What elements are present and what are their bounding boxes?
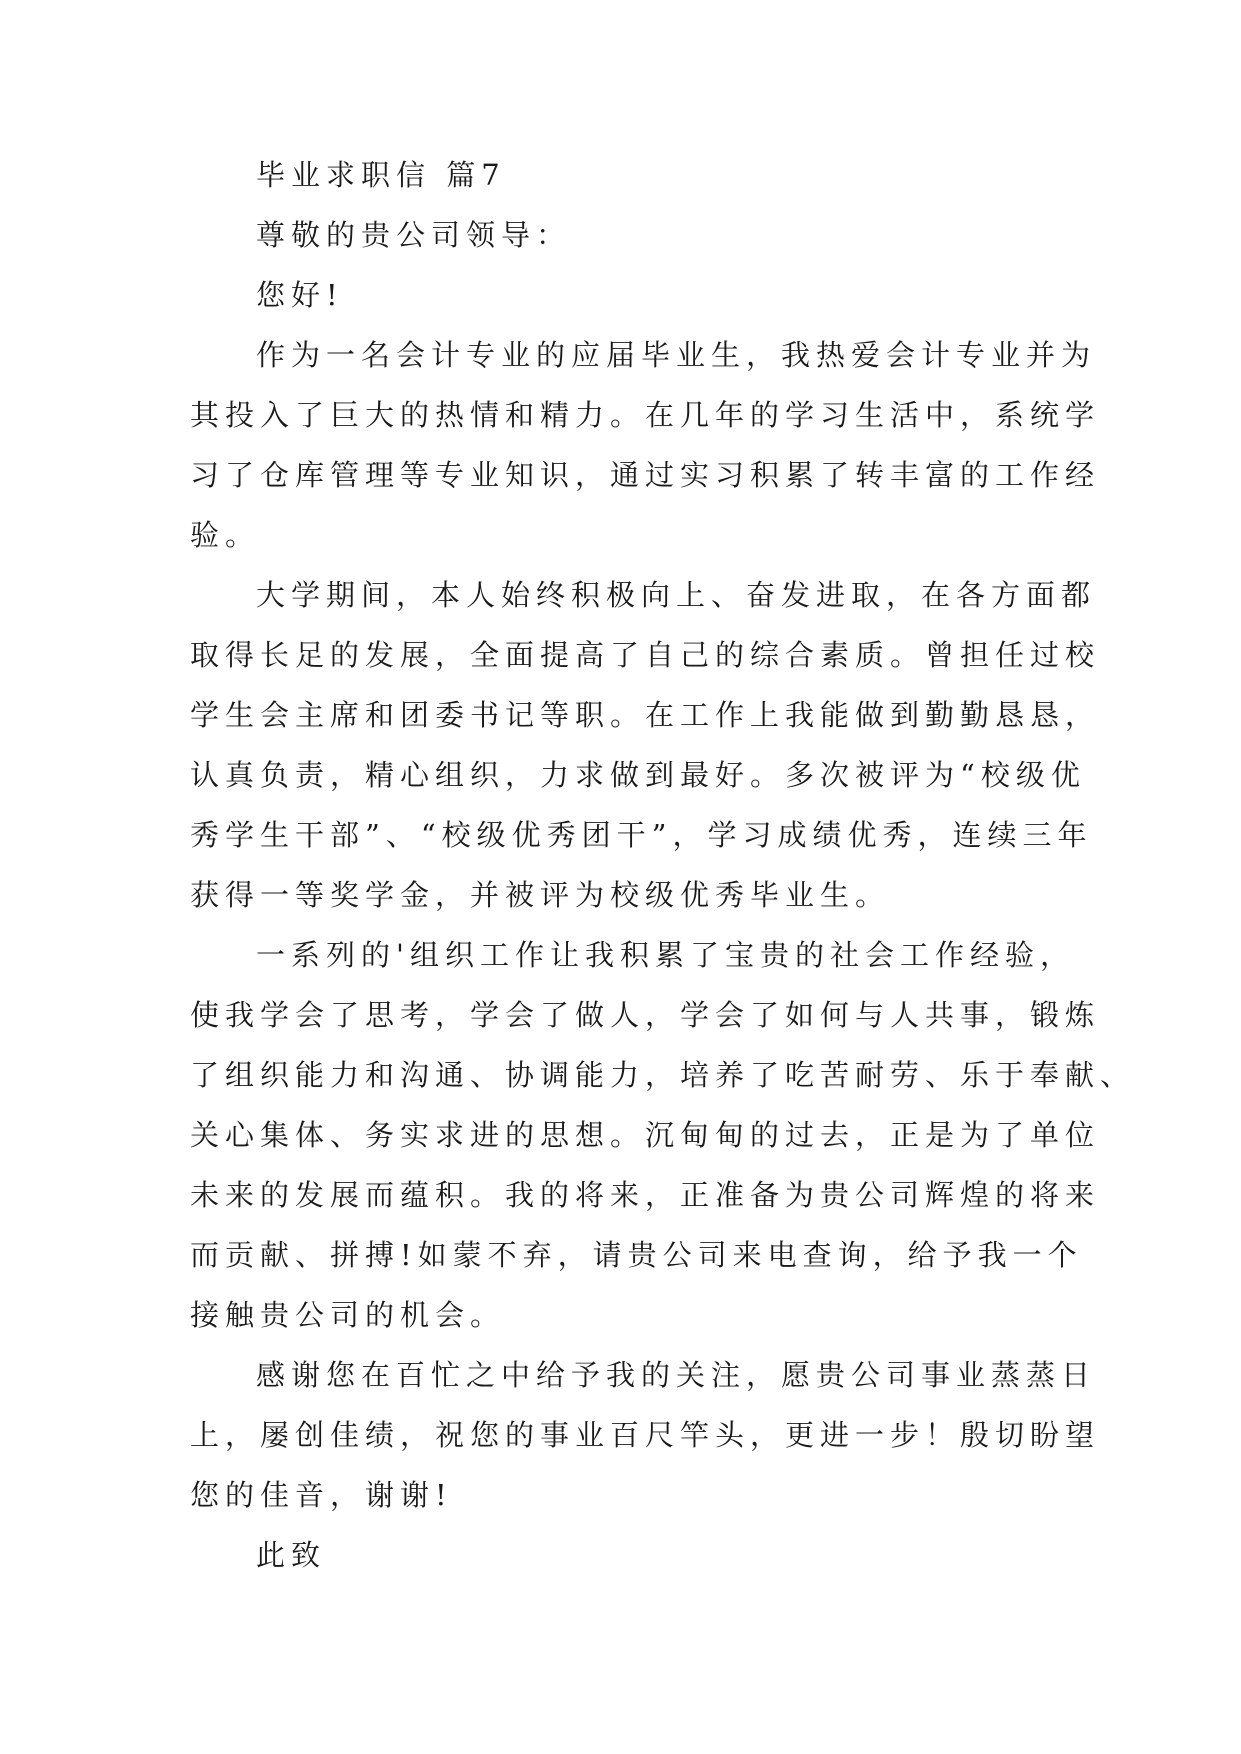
- paragraph-line: 习了仓库管理等专业知识，通过实习积累了转丰富的工作经: [190, 458, 1101, 492]
- paragraph-line: 您的佳音，谢谢!: [190, 1478, 453, 1512]
- paragraph-line: 一系列的'组织工作让我积累了宝贵的社会工作经验，: [256, 938, 1075, 972]
- letter-salutation: 尊敬的贵公司领导：: [256, 218, 572, 252]
- paragraph-line: 接触贵公司的机会。: [190, 1298, 506, 1332]
- paragraph-line: 秀学生干部”、“校级优秀团干”，学习成绩优秀，连续三年: [190, 818, 1093, 852]
- paragraph-2: [190, 577, 1101, 914]
- paragraph-3: [190, 937, 1136, 1334]
- paragraph-line: 使我学会了思考，学会了做人，学会了如何与人共事，锻炼: [190, 998, 1101, 1032]
- paragraph-line: 大学期间，本人始终积极向上、奋发进取，在各方面都: [256, 578, 1097, 612]
- paragraph-line: 学生会主席和团委书记等职。在工作上我能做到勤勤恳恳，: [190, 698, 1101, 732]
- letter-closing: 此致: [256, 1538, 327, 1572]
- paragraph-line: 获得一等奖学金，并被评为校级优秀毕业生。: [190, 878, 891, 912]
- paragraph-line: 关心集体、务实求进的思想。沉甸甸的过去，正是为了单位: [190, 1118, 1101, 1152]
- paragraph-4: [190, 1357, 1101, 1514]
- paragraph-line: 验。: [190, 518, 261, 552]
- letter-body: [190, 157, 1136, 1597]
- paragraph-line: 认真负责，精心组织，力求做到最好。多次被评为“校级优: [190, 758, 1086, 792]
- paragraph-line: 作为一名会计专业的应届毕业生，我热爱会计专业并为: [256, 338, 1097, 372]
- paragraph-line: 了组织能力和沟通、协调能力，培养了吃苦耐劳、乐于奉献、: [190, 1058, 1136, 1092]
- letter-greeting: 您好!: [256, 278, 344, 312]
- paragraph-line: 其投入了巨大的热情和精力。在几年的学习生活中，系统学: [190, 398, 1101, 432]
- letter-title: 毕业求职信 篇7: [256, 158, 506, 192]
- paragraph-line: 取得长足的发展，全面提高了自己的综合素质。曾担任过校: [190, 638, 1101, 672]
- paragraph-line: 而贡献、拼搏!如蒙不弃，请贵公司来电查询，给予我一个: [190, 1238, 1083, 1272]
- paragraph-line: 感谢您在百忙之中给予我的关注，愿贵公司事业蒸蒸日: [256, 1358, 1097, 1392]
- paragraph-1: [190, 337, 1101, 554]
- paragraph-line: 上，屡创佳绩，祝您的事业百尺竿头，更进一步！殷切盼望: [190, 1418, 1101, 1452]
- paragraph-line: 未来的发展而蕴积。我的将来，正准备为贵公司辉煌的将来: [190, 1178, 1101, 1212]
